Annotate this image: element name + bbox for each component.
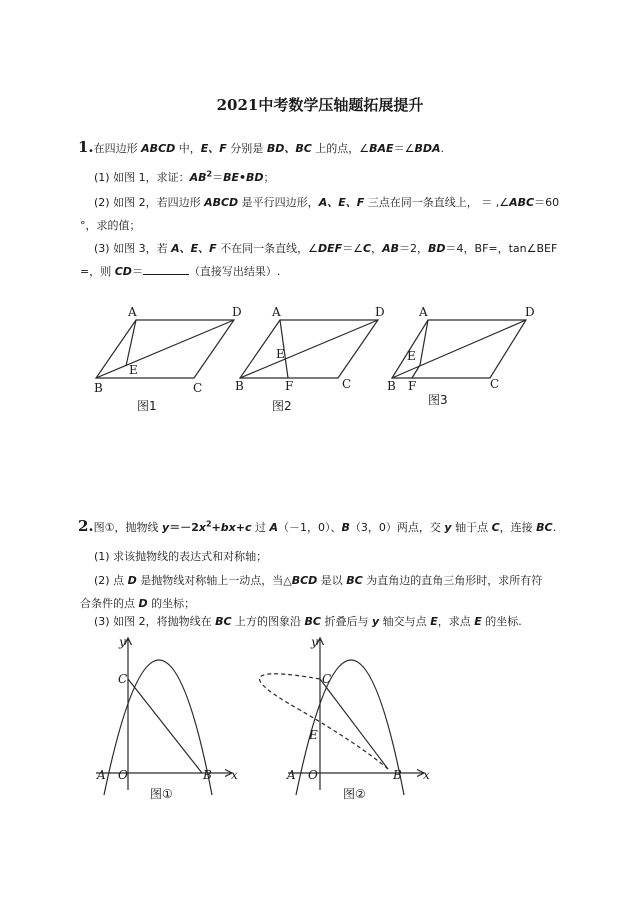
figure-2-caption: 图2 (272, 399, 292, 413)
label-c: C (342, 377, 352, 391)
label-x: x (231, 768, 238, 782)
text: A、E、F (171, 242, 217, 255)
folded-parabola (260, 674, 389, 769)
segment-bc (128, 679, 202, 773)
text: ＝ (212, 171, 224, 184)
text: ； (263, 171, 275, 184)
label-a: A (97, 768, 106, 782)
label-e: E (129, 363, 138, 377)
text: 合条件的点 (80, 597, 139, 610)
label-o: O (118, 768, 128, 782)
text: AB (382, 242, 400, 255)
text: 上的点，∠ (311, 142, 370, 155)
text: E (430, 615, 438, 628)
text: AB (189, 171, 207, 184)
graph-2-caption: 图② (343, 787, 366, 801)
label-e: E (309, 728, 318, 742)
problem1-question2-cont: °，求的值； (80, 219, 141, 232)
label-b: B (94, 381, 103, 395)
text: y (372, 615, 380, 628)
text: BC (536, 521, 553, 534)
label-e: E (276, 347, 285, 361)
label-b: B (235, 379, 244, 393)
text: (3) 如图 2，将抛物线在 (94, 615, 216, 628)
label-a: A (272, 305, 281, 319)
label-y: y (311, 635, 318, 649)
text: ＝2， (399, 242, 429, 255)
text: 折叠后与 (321, 615, 373, 628)
label-b: B (393, 768, 402, 782)
graph-1-caption: 图① (150, 787, 173, 801)
text: y (162, 521, 170, 534)
text: 上方的图象沿 (231, 615, 305, 628)
text: y (444, 521, 452, 534)
text: 为直角边的直角三角形时，求所有符 (362, 574, 543, 587)
text: (2) 如图 2，若四边形 (94, 196, 205, 209)
label-e: E (407, 349, 416, 363)
text: 2 (205, 519, 212, 529)
text: C (363, 242, 372, 255)
problem2-question1: (1) 求该抛物线的表达式和对称轴； (94, 550, 268, 563)
text: 轴于点 (451, 521, 492, 534)
label-b: B (203, 768, 212, 782)
label-f: F (408, 379, 417, 393)
label-a: A (419, 305, 428, 319)
label-b: B (387, 379, 396, 393)
text: 轴交与点 (379, 615, 431, 628)
figure-1-caption: 图1 (137, 399, 157, 413)
text: （3，0）两点，交 (349, 521, 445, 534)
text: 是以 (317, 574, 347, 587)
text: 中， (175, 142, 201, 155)
text: E (474, 615, 482, 628)
text: 是平行四边形， (238, 196, 319, 209)
text: . (552, 521, 557, 534)
page-title: 2021中考数学压轴题拓展提升 (216, 96, 424, 114)
label-c: C (118, 672, 128, 686)
label-a: A (128, 305, 137, 319)
text: 不在同一条直线，∠ (216, 242, 318, 255)
text: BE•BD (223, 171, 264, 184)
text: 2 (206, 169, 213, 179)
text: ABCD (141, 142, 176, 155)
text: (3) 如图 3，若 (94, 242, 172, 255)
text: D (138, 597, 148, 610)
text: ＝∠ (342, 242, 364, 255)
text: ， (371, 242, 383, 255)
problem2-number: 2. (78, 517, 94, 535)
text: 在四边形 (93, 142, 142, 155)
text: 三点在同一条直线上， ＝ ,∠ (364, 196, 510, 209)
text: CD (114, 265, 132, 278)
text: BC (346, 574, 363, 587)
text: BD、BC (266, 142, 312, 155)
label-d: D (375, 305, 385, 319)
text: BDA (414, 142, 441, 155)
text: ＝60 (534, 196, 560, 209)
label-o: O (308, 768, 318, 782)
label-d: D (525, 305, 535, 319)
text: 过 (251, 521, 270, 534)
text: =，则 (80, 265, 115, 278)
text: ＝ (131, 265, 143, 278)
text: c (244, 521, 252, 534)
text: ，连接 (499, 521, 537, 534)
text: ＝－2 (169, 521, 199, 534)
label-d: D (232, 305, 242, 319)
text: ＝∠ (393, 142, 415, 155)
label-x: x (423, 768, 430, 782)
text: (2) 点 (94, 574, 128, 587)
text: . (440, 142, 444, 155)
text: BCD (291, 574, 318, 587)
figure-3-caption: 图3 (428, 393, 448, 407)
text: BD (428, 242, 446, 255)
text: B (341, 521, 350, 534)
text: D (127, 574, 137, 587)
text: + (211, 521, 221, 534)
label-f: F (285, 379, 294, 393)
text: E、F (200, 142, 227, 155)
text: C (491, 521, 500, 534)
text: BAE (369, 142, 394, 155)
text: 图①，抛物线 (93, 521, 163, 534)
text: A、E、F (318, 196, 365, 209)
text: bx (220, 521, 236, 534)
text: ，求点 (437, 615, 475, 628)
text: （直接写出结果）. (188, 265, 281, 278)
text: （－1，0）、 (278, 521, 342, 534)
text: ＝4，BF=，tan∠BEF (445, 242, 558, 255)
label-c: C (193, 381, 203, 395)
text: ABC (509, 196, 535, 209)
problem1-number: 1. (78, 138, 94, 156)
text: x (198, 521, 206, 534)
label-y: y (119, 635, 126, 649)
text: 分别是 (226, 142, 267, 155)
text: 的坐标； (147, 597, 196, 610)
text: A (269, 521, 279, 534)
text: + (235, 521, 245, 534)
text: BC (304, 615, 322, 628)
label-c: C (490, 377, 500, 391)
label-a: A (287, 768, 296, 782)
text: 的坐标. (481, 615, 522, 628)
label-c: C (322, 672, 332, 686)
text: BC (215, 615, 232, 628)
text: (1) 如图 1，求证： (94, 171, 190, 184)
text: DEF (317, 242, 343, 255)
text: ABCD (204, 196, 239, 209)
text: 是抛物线对称轴上一动点，当△ (136, 574, 292, 587)
